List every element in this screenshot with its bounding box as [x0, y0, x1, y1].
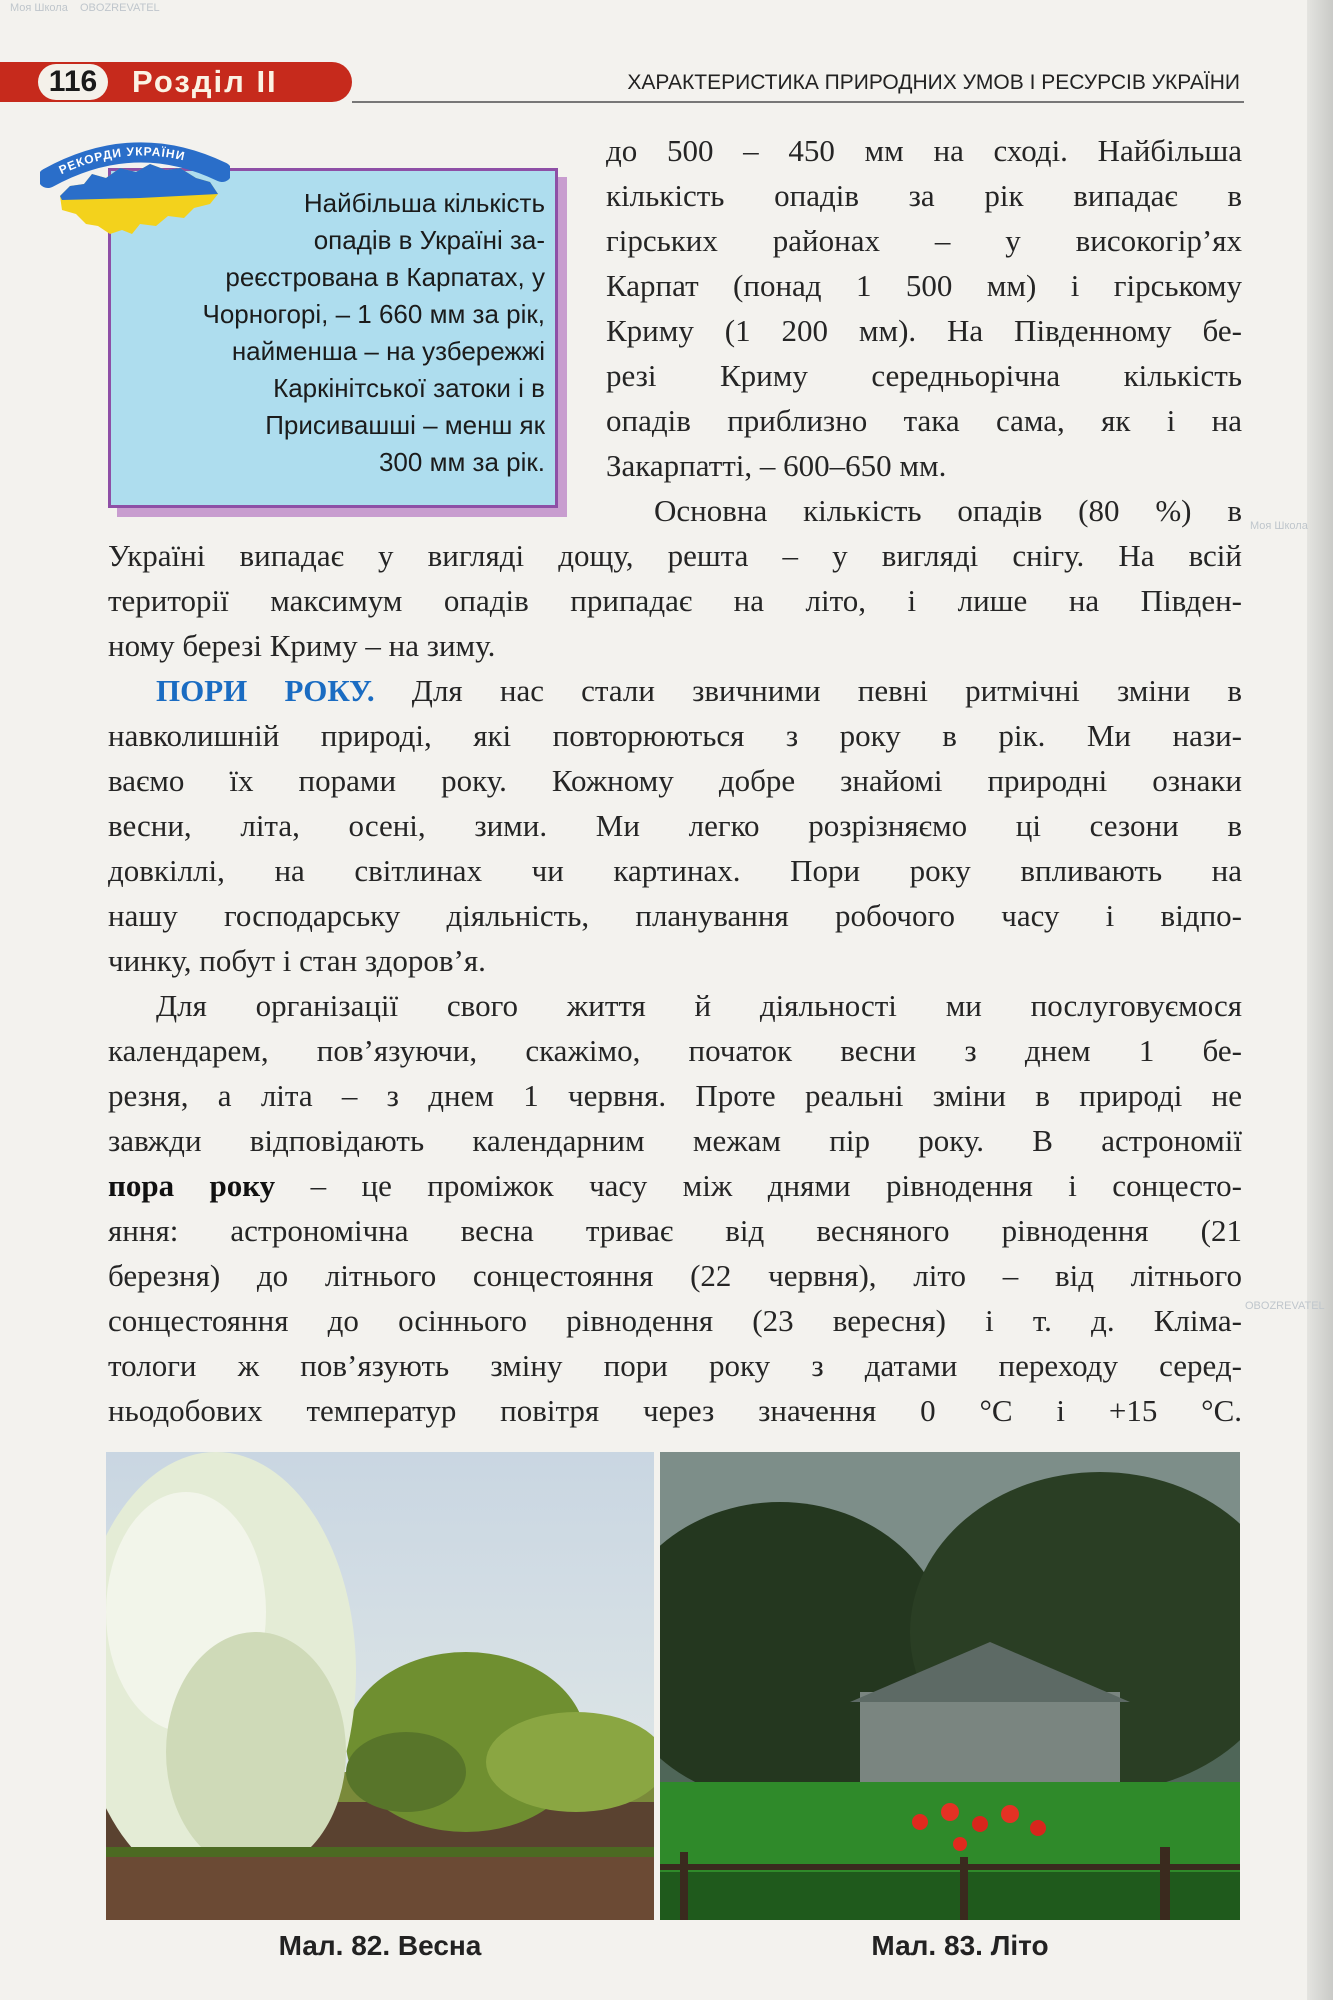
- header-rule: [352, 101, 1244, 103]
- text-line: навколишній природі, які повторюються з року в рік. Ми нази-: [108, 718, 1242, 753]
- text-line: сонцестояння до осіннього рівнодення (23 вересня) і т. д. Кліма-: [108, 1303, 1242, 1338]
- figure-caption: Мал. 83. Літо: [871, 1930, 1049, 1961]
- text-line: весни, літа, осені, зими. Ми легко розрізняємо ці сезони в: [108, 808, 1242, 843]
- text-line: резня, а літа – з днем 1 червня. Проте реальні зміни в природі не: [108, 1078, 1242, 1113]
- watermark: OBOZREVATEL: [1245, 1300, 1325, 1312]
- text-line: тологи ж пов’язують зміну пори року з датами переходу серед-: [108, 1348, 1242, 1383]
- text-line: довкіллі, на світлинах чи картинах. Пори року впливають на: [108, 853, 1242, 888]
- text-line: кількість опадів за рік випадає в: [606, 178, 1242, 213]
- watermark: Моя Школа: [10, 2, 68, 14]
- record-line: опадів в Україні за-: [313, 225, 545, 255]
- summer-photo: [660, 1452, 1240, 1920]
- text-line: Україні випадає у вигляді дощу, решта – у вигляді снігу. На всій: [108, 538, 1242, 573]
- text-line: яння: астрономічна весна триває від весняного рівнодення (21: [108, 1213, 1242, 1248]
- text-line: нашу господарську діяльність, планування робочого часу і відпо-: [108, 898, 1242, 933]
- spring-photo: [106, 1452, 654, 1920]
- figure-caption: Мал. 82. Весна: [278, 1930, 482, 1961]
- text-line: території максимум опадів припадає на літо, і лише на Півден-: [108, 583, 1242, 618]
- record-line: Чорногорі, – 1 660 мм за рік,: [202, 299, 545, 329]
- record-badge: РЕКОРДИ УКРАЇНИ: [56, 144, 187, 178]
- text-line: [156, 672, 1242, 710]
- text-line: Для організації свого життя й діяльності ми послуговуємося: [156, 988, 1242, 1023]
- record-line: реєстрована в Карпатах, у: [225, 262, 545, 292]
- chapter-title: ХАРАКТЕРИСТИКА ПРИРОДНИХ УМОВ І РЕСУРСІВ УКРАЇНИ: [627, 71, 1240, 94]
- record-line: Найбільша кількість: [303, 188, 545, 218]
- watermark: Моя Школа: [1250, 520, 1308, 532]
- page-edge: [1307, 0, 1333, 2000]
- text-line: до 500 – 450 мм на сході. Найбільша: [606, 133, 1242, 168]
- text-line: Криму (1 200 мм). На Південному бе-: [606, 313, 1242, 348]
- text-line: Закарпатті, – 600–650 мм.: [606, 448, 947, 483]
- record-line: Каркінітської затоки і в: [273, 373, 545, 403]
- term-bold: пора року: [108, 1168, 276, 1203]
- text-line: Карпат (понад 1 500 мм) і гірському: [606, 268, 1242, 303]
- watermark: OBOZREVATEL: [80, 2, 160, 14]
- text-line: [108, 1167, 1242, 1205]
- text-line: ному березі Криму – на зиму.: [108, 628, 496, 663]
- text-line: календарем, пов’язуючи, скажімо, початок весни з днем 1 бе-: [108, 1033, 1242, 1068]
- text-line: Основна кількість опадів (80 %) в: [654, 493, 1242, 528]
- text-line: ньодобових температур повітря через значення 0 °С і +15 °С.: [108, 1393, 1242, 1428]
- text-line: резі Криму середньорічна кількість: [606, 358, 1242, 393]
- ukraine-map-icon: [40, 138, 230, 248]
- text-line: чинку, побут і стан здоров’я.: [108, 943, 486, 978]
- record-line: найменша – на узбережжі: [231, 336, 545, 366]
- text-line: гірських районах – у високогір’ях: [606, 223, 1242, 258]
- seasons-heading: ПОРИ РОКУ.: [156, 673, 375, 708]
- text-line: завжди відповідають календарним межам пір року. В астрономії: [108, 1123, 1242, 1158]
- section-title: Розділ ІІ: [132, 64, 278, 99]
- text-line: березня) до літнього сонцестояння (22 червня), літо – від літнього: [108, 1258, 1242, 1293]
- record-line: 300 мм за рік.: [378, 447, 545, 477]
- record-line: Присивашші – менш як: [265, 410, 545, 440]
- text-line: опадів приблизно така сама, як і на: [606, 403, 1242, 438]
- text-run: – це проміжок часу між днями рівнодення і сонцесто-: [275, 1168, 1242, 1203]
- page-number: 116: [38, 64, 108, 100]
- text-line: ваємо їх порами року. Кожному добре знайомі природні ознаки: [108, 763, 1242, 798]
- text-run: Для нас стали звичними певні ритмічні зміни в: [374, 673, 1242, 708]
